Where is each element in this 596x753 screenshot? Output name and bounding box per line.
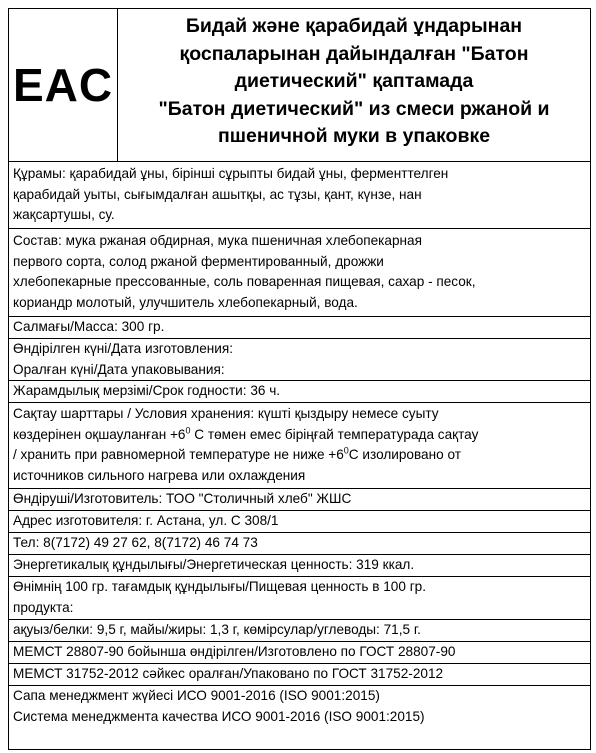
composition-ru-line: первого сорта, солод ржаной ферментированный, дрожжи xyxy=(13,253,384,269)
composition-ru-line: Состав: мука ржаная обдирная, мука пшеничная хлебопекарная xyxy=(13,233,422,248)
address-row xyxy=(9,511,590,533)
product-title xyxy=(118,9,590,161)
mass-text: Салмағы/Масса: 300 гр. xyxy=(13,319,165,334)
eac-logo: EAC xyxy=(9,9,118,161)
degree-sup: 0 xyxy=(185,424,191,435)
storage-line xyxy=(13,425,590,446)
nutrition-header-row xyxy=(9,577,590,620)
production-date-label: Өндірілген күні/Дата изготовления: xyxy=(13,341,233,356)
quality-row xyxy=(9,686,590,726)
quality-line: Сапа менеджмент жүйесі ИСО 9001-2016 (ISO 9001:2015) xyxy=(13,688,380,703)
composition-kz-line: қарабидай уыты, сығымдалған ашытқы, ас тұзы, қант, күнзе, нан xyxy=(13,186,422,202)
composition-ru-row xyxy=(9,229,590,317)
storage-line xyxy=(13,445,590,466)
nutrition-header-line: Өнімнің 100 гр. тағамдық құндылығы/Пищевая ценность в 100 гр. xyxy=(13,579,426,594)
title-line: "Батон диетический" из смеси ржаной и xyxy=(158,97,550,120)
address-text: Адрес изготовителя: г. Астана, ул. С 308/1 xyxy=(13,513,279,528)
composition-kz-line: жақсартушы, су. xyxy=(13,207,115,222)
label-header xyxy=(9,9,590,162)
quality-line: Система менеджмента качества ИСО 9001-2016 (ISO 9001:2015) xyxy=(13,708,425,724)
title-line: диетический" қаптамада xyxy=(234,70,474,92)
storage-line: Сақтау шарттары / Условия хранения: күшті қыздыру немесе суыту xyxy=(13,406,439,421)
mass-row xyxy=(9,317,590,339)
energy-row xyxy=(9,555,590,577)
gost-made-row xyxy=(9,642,590,664)
nutrition-header-line: продукта: xyxy=(13,599,74,615)
phone-text: Тел: 8(7172) 49 27 62, 8(7172) 46 74 73 xyxy=(13,535,258,550)
dates-row xyxy=(9,339,590,381)
manufacturer-row xyxy=(9,489,590,511)
title-line: пшеничной муки в упаковке xyxy=(217,125,491,147)
composition-ru-line: хлебопекарные прессованные, соль поваренная пищевая, сахар - песок, xyxy=(13,274,476,289)
gost-packed-row xyxy=(9,664,590,686)
title-line: Бидай және қарабидай ұндарынан xyxy=(185,15,523,37)
storage-text: С изолировано от xyxy=(348,447,461,462)
gost-packed-text: МЕМСТ 31752-2012 сәйкес оралған/Упаковано по ГОСТ 31752-2012 xyxy=(13,666,444,681)
nutrition-values-row xyxy=(9,620,590,642)
storage-text: С төмен емес біріңғай температурада сақтау xyxy=(190,426,479,442)
title-line: қоспаларынан дайындалған "Батон xyxy=(179,42,529,65)
shelf-life-text: Жарамдылық мерзімі/Срок годности: 36 ч. xyxy=(13,383,281,398)
storage-text: көздерінен оқшауланған +6 xyxy=(13,426,186,442)
nutrition-values-text: ақуыз/белки: 9,5 г, майы/жиры: 1,3 г, көмірсулар/углеводы: 71,5 г. xyxy=(13,622,421,637)
storage-text: / хранить при равномерной температуре не ниже +6 xyxy=(13,447,344,462)
shelf-life-row xyxy=(9,381,590,403)
packing-date-label: Оралған күні/Дата упаковывания: xyxy=(13,361,225,377)
gost-made-text: МЕМСТ 28807-90 бойынша өндірілген/Изготовлено по ГОСТ 28807-90 xyxy=(13,644,456,659)
storage-line: источников сильного нагрева или охлаждения xyxy=(13,467,306,483)
degree-sup: 0 xyxy=(343,445,349,456)
composition-ru-line: кориандр молотый, улучшитель хлебопекарный, вода. xyxy=(13,294,358,310)
storage-row xyxy=(9,403,590,489)
manufacturer-text: Өндіруші/Изготовитель: ТОО "Столичный хлеб" ЖШС xyxy=(13,491,352,506)
product-label xyxy=(8,8,591,750)
composition-kz-row xyxy=(9,162,590,229)
energy-text: Энергетикалық құндылығы/Энергетическая ценность: 319 ккал. xyxy=(13,557,415,572)
phone-row xyxy=(9,533,590,555)
composition-kz-line: Құрамы: қарабидай ұны, бірінші сұрыпты бидай ұны, ферменттелген xyxy=(13,166,449,181)
